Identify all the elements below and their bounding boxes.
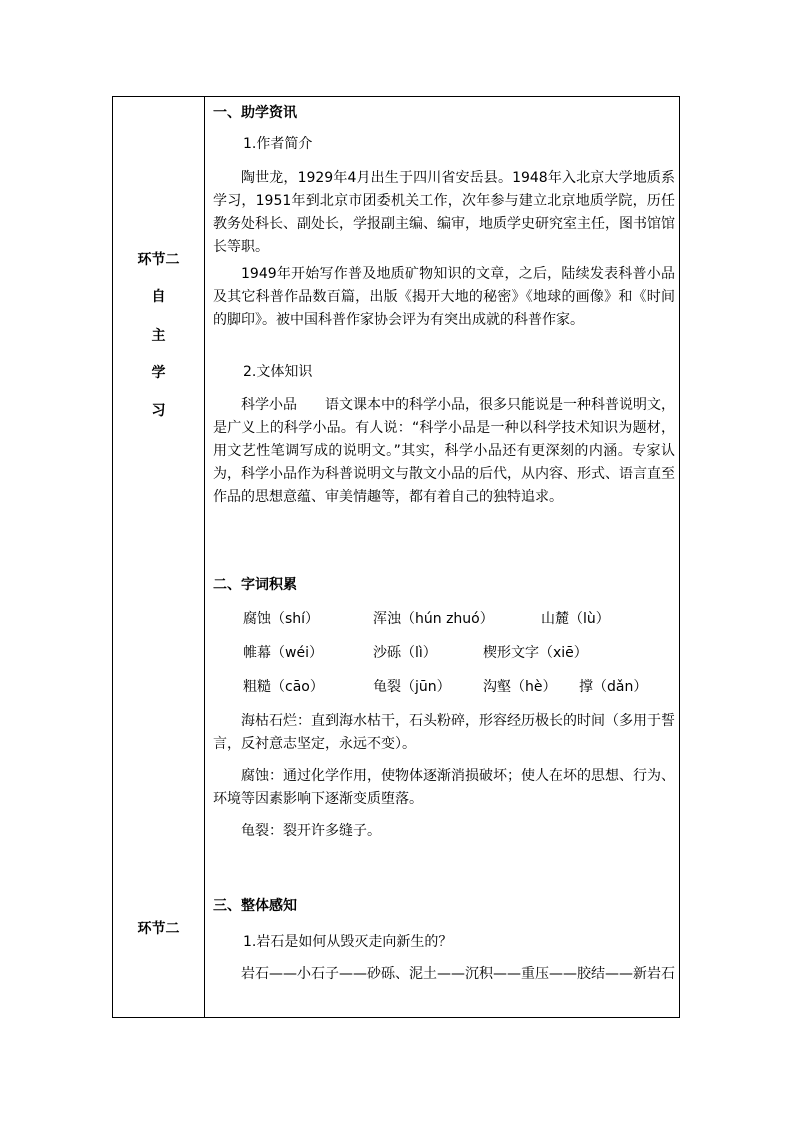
heading-overall-perception: 三、整体感知	[213, 898, 297, 914]
question-1: 1.岩石是如何从毁灭走向新生的？	[243, 934, 453, 950]
section-label: 环节二	[137, 252, 180, 268]
heading-reference-info: 一、助学资讯	[213, 105, 297, 121]
vocab-item: 撑（dǎn）	[579, 679, 648, 695]
column-divider	[204, 97, 205, 1017]
genre-paragraph: 科学小品 语文课本中的科学小品，很多只能说是一种科普说明文，是广义上的科学小品。有人说：“科学小品是一种以科学技术知识为题材，用文艺性笔调写成的说明文。”其实，科学小品还有更深刻的内涵。专家认为，科学小品作为科普说明文与散文小品的后代，从内容、形式、语言直至作品的思想意蕴、审美情趣等，都有着自己的独特追求。	[213, 397, 675, 505]
vocab-item: 山麓（lù）	[541, 611, 610, 627]
label-char-zhu: 主	[151, 328, 166, 344]
definition-junlie: 龟裂：裂开许多缝子。	[241, 823, 381, 839]
answer-rock-cycle: 岩石——小石子——砂砾、泥土——沉积——重压——胶结——新岩石	[241, 966, 675, 982]
subheading-genre-knowledge: 2.文体知识	[243, 364, 313, 380]
right-column	[213, 97, 675, 1017]
heading-vocabulary: 二、字词积累	[213, 577, 297, 593]
label-char-xue: 学	[151, 365, 166, 381]
label-char-zi: 自	[151, 289, 166, 305]
vocab-item: 浑浊（hún zhuó）	[373, 611, 494, 627]
vocab-item: 楔形文字（xiē）	[483, 645, 588, 661]
section-label-2: 环节二	[137, 921, 180, 937]
author-paragraph-1: 陶世龙，1929年4月出生于四川省安岳县。1948年入北京大学地质系学习，1951年到北京市团委机关工作，次年参与建立北京地质学院，历任教务处科长、副处长，学报副主编、编审，地质学史研究室主任，图书馆馆长等职。	[213, 170, 675, 255]
vocab-row	[243, 609, 673, 629]
vocab-item: 龟裂（jūn）	[373, 679, 451, 695]
vocab-item: 粗糙（cāo）	[243, 679, 324, 695]
author-paragraph-2: 1949年开始写作普及地质矿物知识的文章，之后，陆续发表科普小品及其它科普作品数百篇，出版《揭开大地的秘密》《地球的画像》和《时间的脚印》。被中国科普作家协会评为有突出成就的科普作家。	[213, 266, 675, 328]
definition-haikushilan: 海枯石烂：直到海水枯干，石头粉碎，形容经历极长的时间（多用于誓言，反衬意志坚定，永远不变）。	[213, 713, 675, 752]
label-char-xi: 习	[151, 403, 166, 419]
vocab-row	[243, 643, 673, 663]
vocab-item: 帷幕（wéi）	[243, 645, 323, 661]
vocab-row	[243, 677, 673, 697]
study-table	[112, 96, 680, 1018]
definition-fushi: 腐蚀：通过化学作用，使物体逐渐消损破坏；使人在坏的思想、行为、环境等因素影响下逐渐变质堕落。	[213, 768, 675, 807]
vocab-item: 沙砾（lì）	[373, 645, 437, 661]
left-column	[113, 97, 204, 1017]
vocab-item: 腐蚀（shí）	[243, 611, 320, 627]
vocab-item: 沟壑（hè）	[483, 679, 557, 695]
subheading-author-intro: 1.作者简介	[243, 136, 313, 152]
